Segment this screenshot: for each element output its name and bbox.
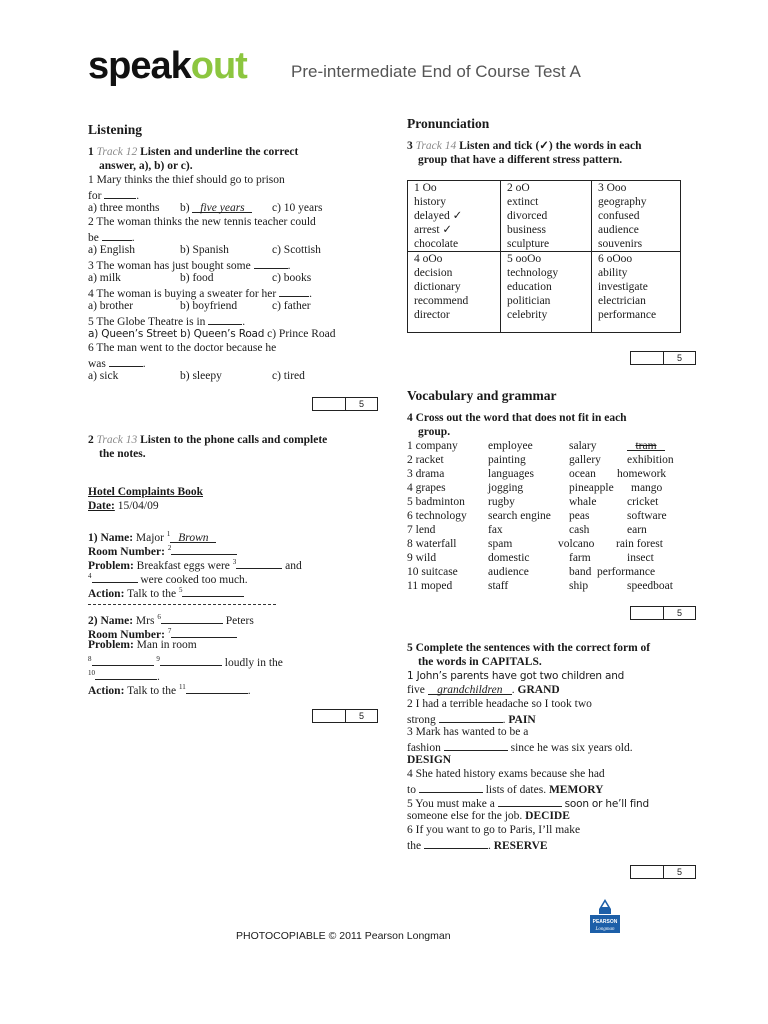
divider [88,604,276,605]
word-group-row: 10 suitcase audience band performance [407,566,656,578]
question-3: 3 Track 14 Listen and tick (✓) the words in each group that have a different stress pattern. [407,140,642,166]
question-1: 1 Track 12 Listen and underline the correct answer, a), b) or c). 1 Mary thinks the thief should go to prison for . a) three months b) five years c) 10 years 2 The woman thinks the new tennis teacher could be . a) English b) Spanish c) Scottish 3 The woman has just bought some . a) milk b) food c) books 4 The woman is buying a sweater for her . a) brother b) boyfriend c) father 5 The Globe Theatre is in . a) Queen’s Street b) Queen’s Road c) Prince Road 6 The man went to the doctor because he was . a) sick b) sleepy c) tired [88,146,336,382]
answer-blank[interactable] [104,187,136,199]
score-box-q3[interactable]: 5 [630,351,696,365]
answer-blank[interactable] [424,837,488,849]
answer-blank[interactable] [439,711,503,723]
word-group-row: 9 wild domestic farm insect [407,552,654,564]
svg-text:Longman: Longman [595,927,615,932]
test-title: Pre-intermediate End of Course Test A [291,62,581,81]
answer-blank[interactable] [186,682,248,694]
listening-heading: Listening [88,122,143,137]
answer-blank[interactable] [160,654,222,666]
answer-blank[interactable] [279,285,309,297]
answer-blank[interactable] [498,795,562,807]
score-box-q5[interactable]: 5 [630,865,696,879]
stress-group-2: 2 oO extinct divorced business sculpture [501,181,592,252]
score-box-q4[interactable]: 5 [630,606,696,620]
answer-blank[interactable] [95,668,157,680]
word-group-row: 7 lend fax cash earn [407,524,647,536]
score-box-q1[interactable]: 5 [312,397,378,411]
word-group-row: 2 racket painting gallery exhibition [407,454,674,466]
score-box-q2[interactable]: 5 [312,709,378,723]
svg-text:PEARSON: PEARSON [592,919,618,925]
answer-example: Brown [170,531,216,543]
pronunciation-heading: Pronunciation [407,116,490,131]
answer-blank[interactable] [171,543,237,555]
answer-blank[interactable] [254,257,288,269]
copyright-footer: PHOTOCOPIABLE © 2011 Pearson Longman [236,930,451,942]
word-groups-list [407,439,697,593]
answer-blank[interactable] [419,781,483,793]
answer-blank[interactable] [109,355,143,367]
crossed-out-example: tram [627,439,665,451]
stress-group-3: 3 Ooo geography confused audience souvenirs [592,181,681,252]
answer-blank[interactable] [92,654,154,666]
question-5: 5 Complete the sentences with the correct form of the words in CAPITALS. 1 John’s parents have got two children and five grandchildren . GRAND 2 I had a terrible headache so I took two strong . PAIN 3 Mark has wanted to be a fashion since he was six years old. DESIGN 4 She hated history exams because she had to lists of dates. MEMORY 5 You must make a soon or he’ll find someone else for the job. DECIDE 6 If you want to go to Paris, I’ll make the . RESERVE [407,642,651,852]
answer-blank[interactable] [182,585,244,597]
word-group-row: 1 company employee salary tram [407,439,697,453]
question-2: 2 Track 13 Listen to the phone calls and complete the notes. [88,434,328,460]
complaint-2: 2) Name: Mrs $^6$ Peters Room Number: $^7$ Problem: Man in room $^8$ $^9$ loudly in the $^{10}$ . Action: Talk to the $^{11}$ . [88,613,283,697]
answer-example: grandchildren [428,683,512,695]
answer-blank[interactable] [208,313,242,325]
answer-blank[interactable] [236,557,282,569]
pearson-longman-logo [590,897,620,933]
hotel-complaints-notes: Hotel Complaints Book Date: 15/04/09 1) Name: Major $^1$ Brown Room Number: $^2$ Problem: Breakfast eggs were $^3$ and $^4$ were cooked too much. Action: Talk to the $^5$ [88,486,302,600]
stress-group-1: 1 Oo history delayed ✓ arrest ✓ chocolate [408,181,501,252]
stress-group-4: 4 oOo decision dictionary recommend director [408,252,501,333]
stress-group-5: 5 ooOo technology education politician celebrity [501,252,592,333]
vocabulary-grammar-heading: Vocabulary and grammar [407,388,557,403]
speakout-logo: speakout [88,45,247,87]
stress-pattern-table [407,180,681,333]
question-4: 4 Cross out the word that does not fit in each group. [407,412,627,438]
answer-blank[interactable] [102,229,132,241]
word-group-row: 6 technology search engine peas software [407,510,667,522]
word-group-row: 5 badminton rugby whale cricket [407,496,659,508]
stress-group-6: 6 oOoo ability investigate electrician performance [592,252,681,333]
answer-blank[interactable] [161,612,223,624]
word-group-row: 4 grapes jogging pineapple mango [407,482,663,494]
answer-example: five years [192,201,252,213]
answer-blank[interactable] [444,739,508,751]
word-group-row: 8 waterfall spam volcano rain forest [407,538,663,550]
word-group-row: 3 drama languages ocean homework [407,468,667,480]
answer-blank[interactable] [92,571,138,583]
answer-blank[interactable] [171,626,237,638]
word-group-row: 11 moped staff ship speedboat [407,580,673,592]
